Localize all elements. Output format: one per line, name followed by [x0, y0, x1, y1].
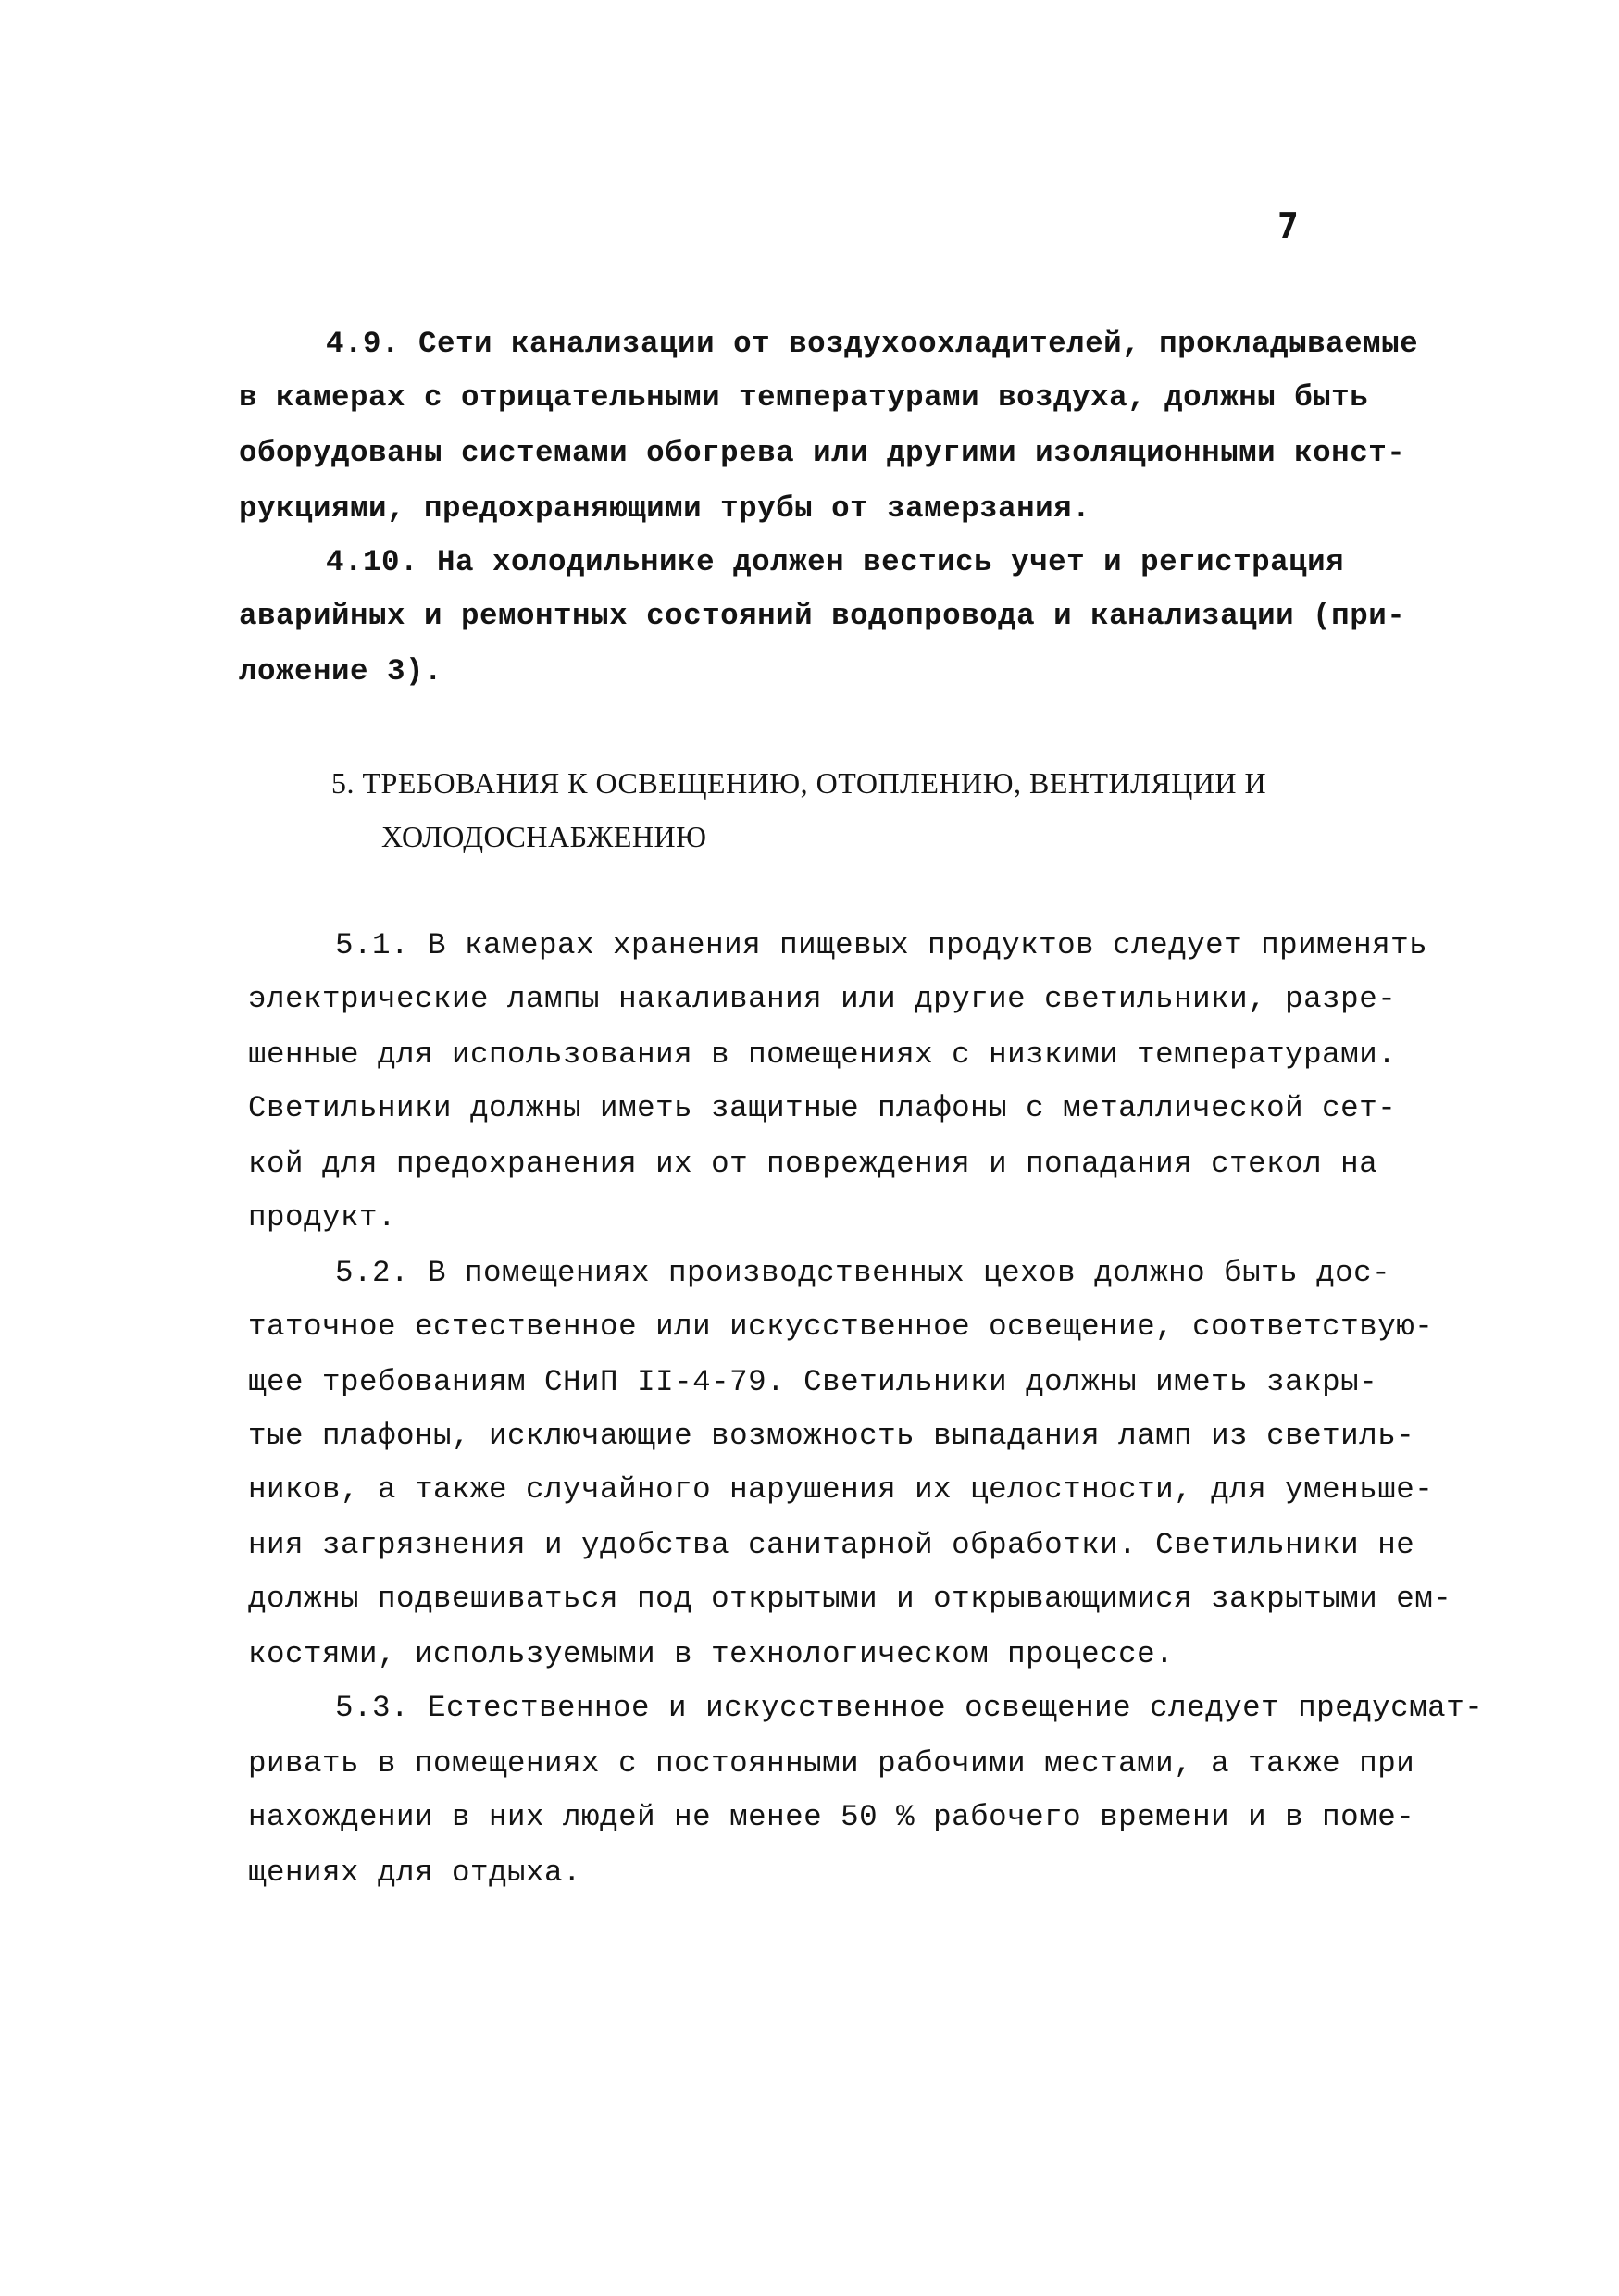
page-number: 7 — [1277, 205, 1299, 246]
paragraph-4-10-line-3: ложение 3). — [239, 654, 443, 689]
paragraph-4-9-line-1: 4.9. Сети канализации от воздухоохладителей, прокладываемые — [326, 327, 1419, 361]
paragraph-5-2-line-4: тые плафоны, исключающие возможность выпадания ламп из светиль- — [248, 1419, 1415, 1453]
paragraph-5-2-line-2: таточное естественное или искусственное освещение, соответствую- — [248, 1309, 1434, 1344]
paragraph-5-2-line-1: 5.2. В помещениях производственных цехов должно быть дос- — [335, 1256, 1391, 1290]
paragraph-4-10-line-2: аварийных и ремонтных состояний водопровода и канализации (при- — [239, 599, 1406, 633]
paragraph-4-9-line-4: рукциями, предохраняющими трубы от замерзания. — [239, 491, 1091, 526]
paragraph-4-9-line-2: в камерах с отрицательными температурами воздуха, должны быть — [239, 380, 1369, 415]
paragraph-5-2-line-8: костями, используемыми в технологическом процессе. — [248, 1637, 1175, 1671]
paragraph-5-3-line-2: ривать в помещениях с постоянными рабочими местами, а также при — [248, 1746, 1415, 1781]
paragraph-5-2-line-5: ников, а также случайного нарушения их целостности, для уменьше- — [248, 1472, 1434, 1507]
paragraph-5-2-line-3: щее требованиям СНиП II-4-79. Светильники должны иметь закры- — [248, 1365, 1378, 1399]
paragraph-5-1-line-4: Светильники должны иметь защитные плафоны с металлической сет- — [248, 1091, 1397, 1125]
paragraph-5-1-line-6: продукт. — [248, 1200, 397, 1235]
paragraph-4-9-line-3: оборудованы системами обогрева или другими изоляционными конст- — [239, 436, 1406, 470]
paragraph-4-10-line-1: 4.10. На холодильнике должен вестись учет и регистрация — [326, 545, 1345, 579]
paragraph-5-3-line-4: щениях для отдыха. — [248, 1855, 582, 1890]
section-5-heading-line-1: 5. ТРЕБОВАНИЯ К ОСВЕЩЕНИЮ, ОТОПЛЕНИЮ, ВЕНТИЛЯЦИИ И — [331, 766, 1267, 800]
paragraph-5-1-line-1: 5.1. В камерах хранения пищевых продуктов следует применять — [335, 928, 1428, 962]
section-5-heading-line-2: ХОЛОДОСНАБЖЕНИЮ — [381, 820, 707, 853]
paragraph-5-2-line-6: ния загрязнения и удобства санитарной обработки. Светильники не — [248, 1528, 1415, 1562]
paragraph-5-1-line-2: электрические лампы накаливания или другие светильники, разре- — [248, 982, 1397, 1016]
paragraph-5-3-line-3: нахождении в них людей не менее 50 % рабочего времени и в поме- — [248, 1800, 1415, 1834]
paragraph-5-1-line-3: шенные для использования в помещениях с низкими температурами. — [248, 1037, 1397, 1072]
paragraph-5-3-line-1: 5.3. Естественное и искусственное освещение следует предусмат- — [335, 1691, 1484, 1725]
paragraph-5-1-line-5: кой для предохранения их от повреждения и попадания стекол на — [248, 1147, 1378, 1181]
paragraph-5-2-line-7: должны подвешиваться под открытыми и открывающимися закрытыми ем- — [248, 1582, 1452, 1616]
